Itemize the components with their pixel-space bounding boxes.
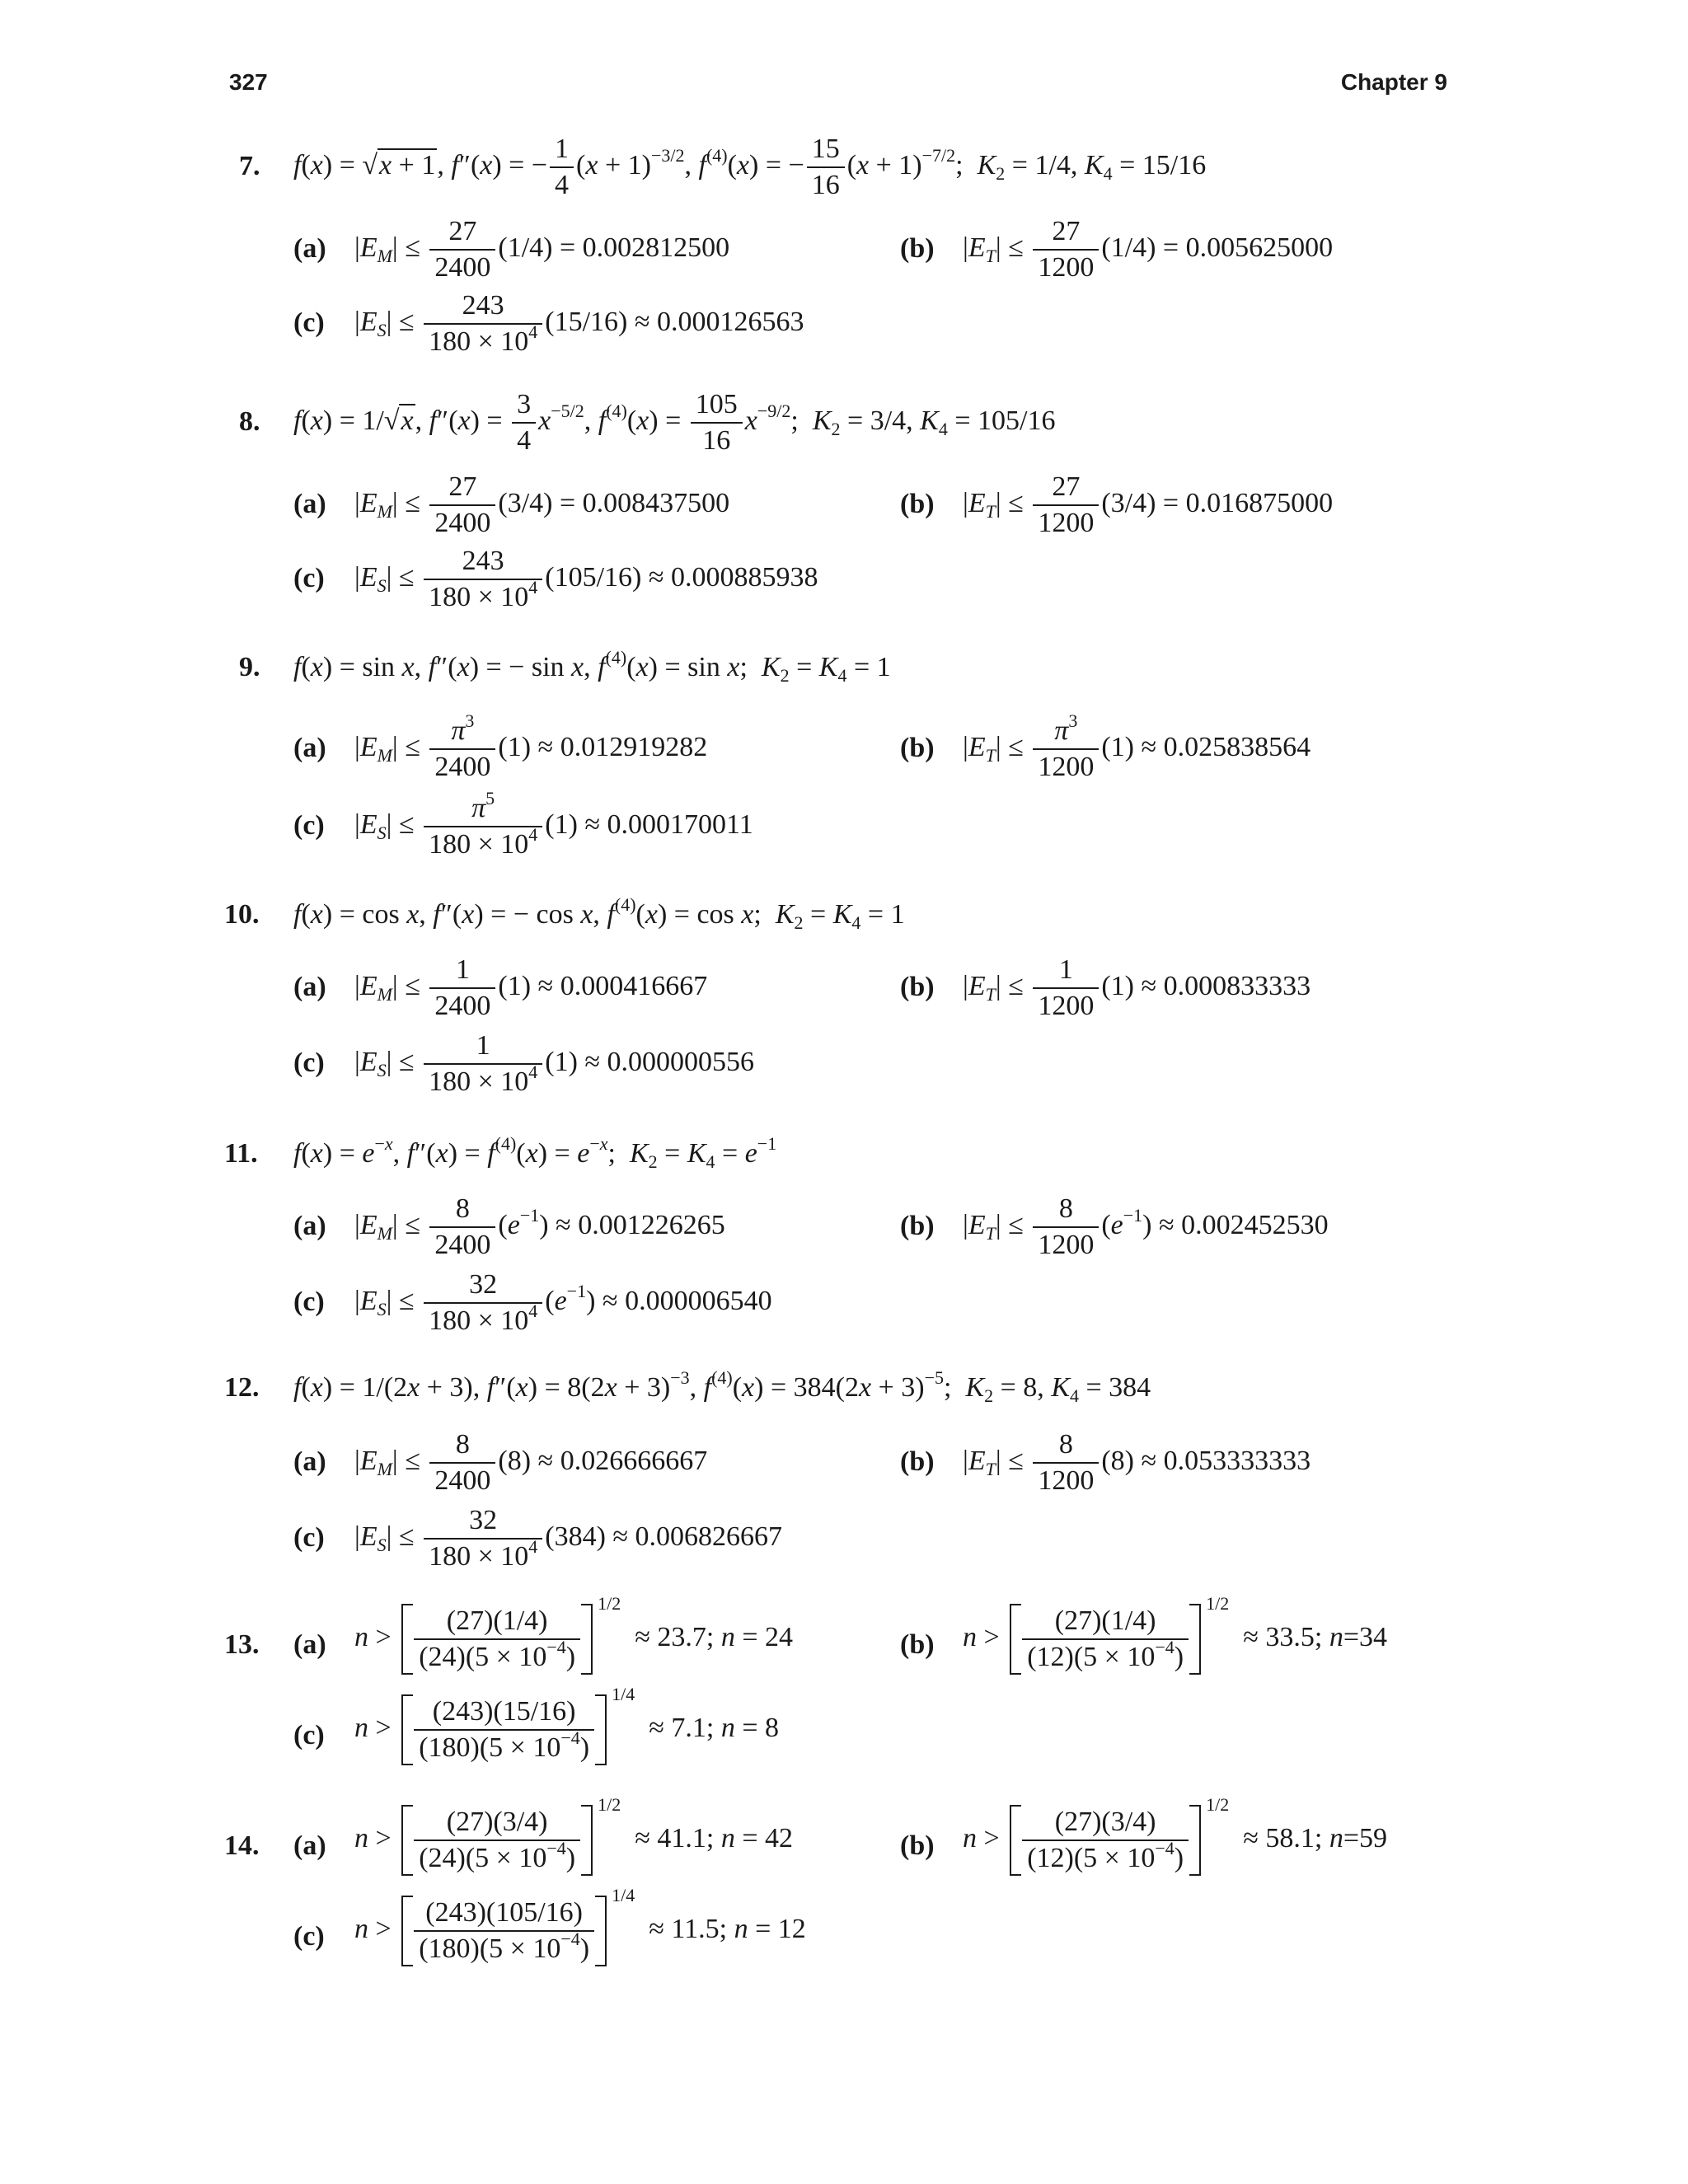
part-label: (b) xyxy=(900,1629,935,1660)
part-a-expression: $|E_M|$ ≤ $\frac{8}{2400}$ $(e^{-1}) \approx 0.001226265$ xyxy=(354,1193,725,1260)
part-label: (a) xyxy=(293,233,326,264)
exercise-number: 7. xyxy=(239,151,260,181)
chapter-label: Chapter 9 xyxy=(1340,69,1447,95)
page-number: 327 xyxy=(229,69,268,95)
part-a-expression: $|E_M|$ ≤ $\frac{27}{2400}$ (3/4) = 0.008437500 xyxy=(354,471,730,538)
part-label: (a) xyxy=(293,733,326,763)
exercise-definition: $f(x) = e^{-x}$, $f''(x) = f^{(4)}(x) = e^{-x}$; $K_2 = K_4 = e^{-1}$ xyxy=(293,1133,777,1172)
exercise-number: 11. xyxy=(224,1138,258,1169)
part-b-expression: $|E_T|$ ≤ $\frac{8}{1200}$ (8) ≈ 0.053333333 xyxy=(963,1429,1311,1496)
part-a-expression: $|E_M|$ ≤ $\frac{27}{2400}$ (1/4) = 0.002812500 xyxy=(354,216,730,283)
part-label: (c) xyxy=(293,307,325,338)
part-label: (b) xyxy=(900,489,935,519)
part-c-expression: $|E_S|$ ≤ $\frac{32}{180 \times 10^4}$ (384) ≈ 0.006826667 xyxy=(354,1505,783,1572)
exercise-definition: f(x) = 1/√x, f″(x) = $\frac{3}{4}$ $x^{-5/2}$, $f^{(4)}(x)$ = $\frac{105}{16}$ $x^{-9/2}$; $K_2 = 3/4$, $K_4 = 105/16$ xyxy=(293,389,1056,456)
part-c-expression: $|E_S|$ ≤ $\frac{32}{180 \times 10^4}$ $(e^{-1}) \approx 0.000006540$ xyxy=(354,1269,772,1336)
part-label: (a) xyxy=(293,1830,326,1861)
part-label: (a) xyxy=(293,1446,326,1477)
exercise-number: 14. xyxy=(224,1830,260,1861)
part-a-expression: $|E_M|$ ≤ $\frac{1}{2400}$ (1) ≈ 0.000416667 xyxy=(354,954,708,1021)
part-label: (c) xyxy=(293,1522,325,1553)
part-label: (c) xyxy=(293,1921,325,1952)
part-a-expression: n > $\frac{(27)(3/4)}{(24)(5 \times 10^{-4})}$ $^{1/2}$ ≈ 41.1; n = 42 xyxy=(354,1805,793,1876)
part-label: (a) xyxy=(293,972,326,1002)
part-label: (a) xyxy=(293,489,326,519)
exercise-definition: f(x) = √x + 1, f″(x) = − $\frac{1}{4}$ $(x + 1)^{-3/2}$, $f^{(4)}(x)$ = − $\frac{15}{16}$ $(x + 1)^{-7/2}$; $K_2 = 1/4$, $K_4 = 15/16$ xyxy=(293,134,1207,200)
part-b-expression: $|E_T|$ ≤ $\frac{27}{1200}$ (1/4) = 0.005625000 xyxy=(963,216,1334,283)
part-label: (b) xyxy=(900,733,935,763)
part-label: (b) xyxy=(900,1830,935,1861)
part-b-expression: $|E_T|$ ≤ $\frac{8}{1200}$ $(e^{-1}) \approx 0.002452530$ xyxy=(963,1193,1329,1260)
exercise-number: 12. xyxy=(224,1372,260,1403)
part-c-expression: $|E_S|$ ≤ $\frac{243}{180 \times 10^4}$ (15/16) ≈ 0.000126563 xyxy=(354,290,804,357)
part-c-expression: $|E_S|$ ≤ $\frac{1}{180 \times 10^4}$ (1) ≈ 0.000000556 xyxy=(354,1030,755,1097)
part-label: (c) xyxy=(293,1720,325,1750)
part-label: (a) xyxy=(293,1629,326,1660)
exercise-definition: f(x) = cos x, f″(x) = − cos x, $f^{(4)}(x) = \cos x$; $K_2 = K_4 = 1$ xyxy=(293,894,905,933)
part-b-expression: n > $\frac{(27)(1/4)}{(12)(5 \times 10^{-4})}$ $^{1/2}$ ≈ 33.5; n=34 xyxy=(963,1604,1387,1675)
part-label: (c) xyxy=(293,1286,325,1317)
exercise-number: 10. xyxy=(224,899,260,930)
part-a-expression: n > $\frac{(27)(1/4)}{(24)(5 \times 10^{-4})}$ $^{1/2}$ ≈ 23.7; n = 24 xyxy=(354,1604,793,1675)
exercise-definition: f(x) = 1/(2x + 3), $f''(x) = 8(2x + 3)^{-3}$, $f^{(4)}(x) = 384(2x + 3)^{-5}$; $K_2 = 8$, $K_4 = 384$ xyxy=(293,1367,1151,1406)
part-label: (a) xyxy=(293,1211,326,1241)
part-c-expression: $|E_S|$ ≤ $\frac{243}{180 \times 10^4}$ (105/16) ≈ 0.000885938 xyxy=(354,546,818,612)
part-label: (b) xyxy=(900,1211,935,1241)
exercise-definition: f(x) = sin x, f″(x) = − sin x, $f^{(4)}(x) = \sin x$; $K_2 = K_4 = 1$ xyxy=(293,647,891,686)
part-c-expression: n > $\frac{(243)(15/16)}{(180)(5 \times 10^{-4})}$ $^{1/4}$ ≈ 7.1; n = 8 xyxy=(354,1694,779,1765)
part-label: (b) xyxy=(900,972,935,1002)
exercise-number: 13. xyxy=(224,1629,260,1660)
part-c-expression: $|E_S|$ ≤ $\frac{\pi^5}{180 \times 10^4}$ (1) ≈ 0.000170011 xyxy=(354,788,753,860)
part-label: (c) xyxy=(293,563,325,593)
part-b-expression: $|E_T|$ ≤ $\frac{\pi^3}{1200}$ (1) ≈ 0.025838564 xyxy=(963,710,1311,782)
exercise-number: 9. xyxy=(239,652,260,682)
part-b-expression: n > $\frac{(27)(3/4)}{(12)(5 \times 10^{-4})}$ $^{1/2}$ ≈ 58.1; n=59 xyxy=(963,1805,1387,1876)
part-label: (c) xyxy=(293,1047,325,1078)
part-label: (b) xyxy=(900,1446,935,1477)
part-b-expression: $|E_T|$ ≤ $\frac{27}{1200}$ (3/4) = 0.016875000 xyxy=(963,471,1334,538)
part-a-expression: $|E_M|$ ≤ $\frac{8}{2400}$ (8) ≈ 0.026666667 xyxy=(354,1429,708,1496)
part-c-expression: n > $\frac{(243)(105/16)}{(180)(5 \times 10^{-4})}$ $^{1/4}$ ≈ 11.5; n = 12 xyxy=(354,1896,806,1966)
part-label: (c) xyxy=(293,810,325,841)
exercise-number: 8. xyxy=(239,406,260,437)
part-b-expression: $|E_T|$ ≤ $\frac{1}{1200}$ (1) ≈ 0.000833333 xyxy=(963,954,1311,1021)
part-label: (b) xyxy=(900,233,935,264)
part-a-expression: $|E_M|$ ≤ $\frac{\pi^3}{2400}$ (1) ≈ 0.012919282 xyxy=(354,710,708,782)
